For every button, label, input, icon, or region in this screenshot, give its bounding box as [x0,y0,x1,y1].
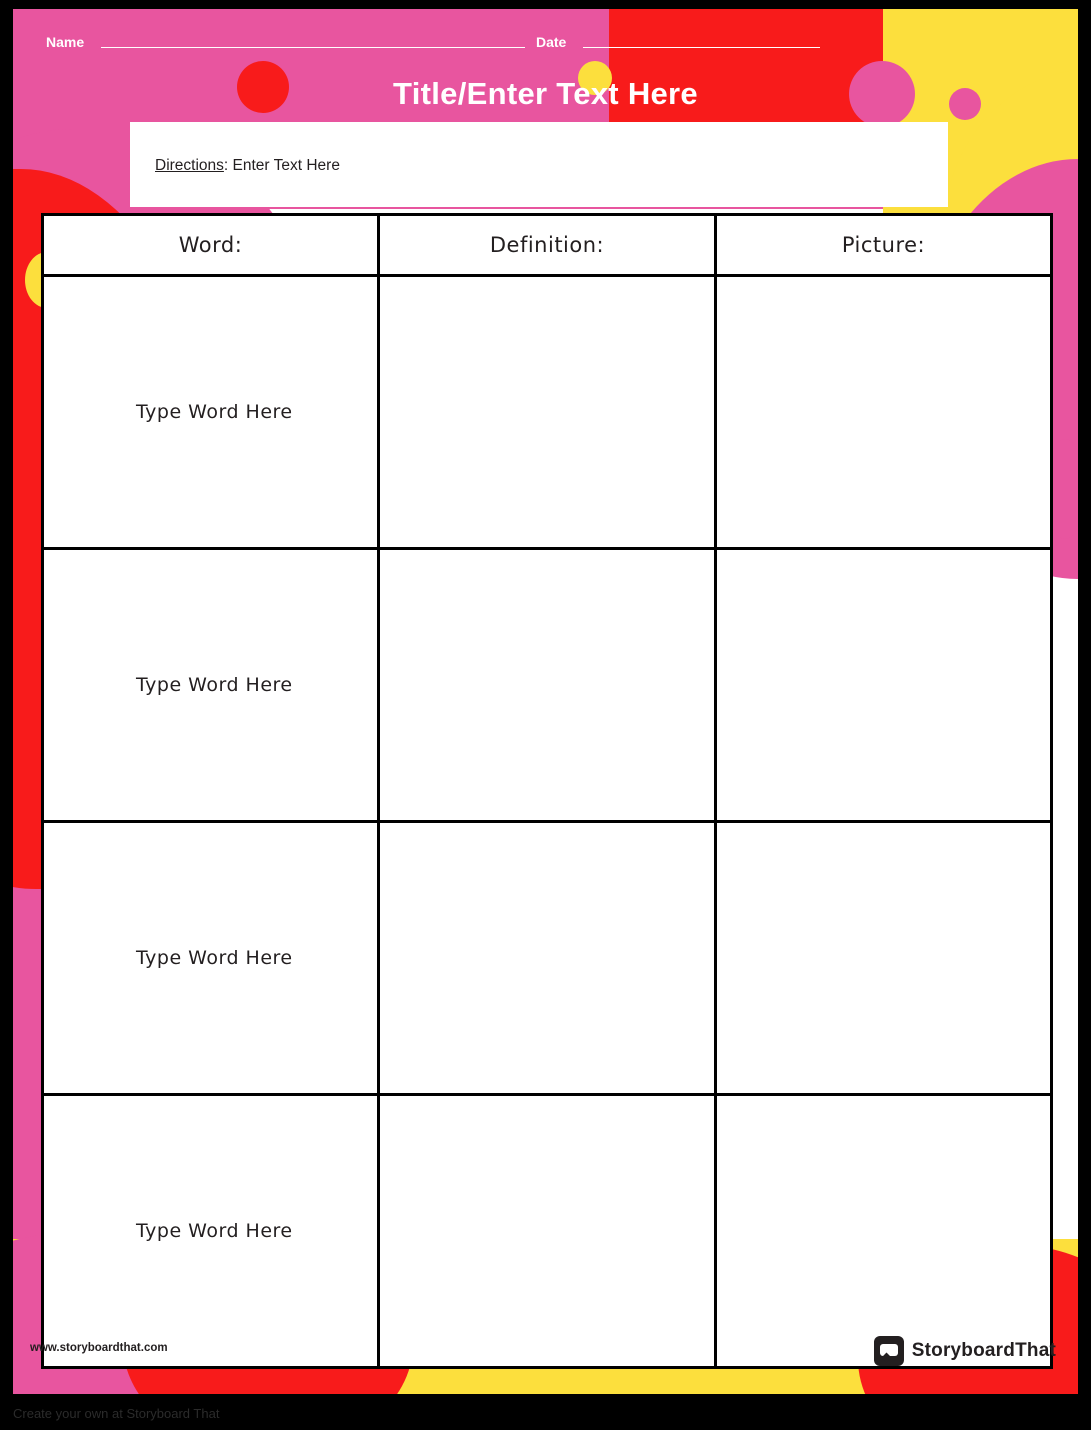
definition-cell[interactable] [379,276,716,549]
directions-separator: : [223,157,233,174]
worksheet-canvas [13,9,1078,1394]
definition-cell[interactable] [379,1095,716,1368]
directions-box[interactable] [130,122,948,207]
date-label: Date [536,34,567,50]
column-header-word: Word: [43,215,379,276]
picture-cell[interactable] [716,1095,1052,1368]
word-cell[interactable]: Type Word Here [43,822,379,1095]
word-cell[interactable]: Type Word Here [43,276,379,549]
definition-cell[interactable] [379,822,716,1095]
name-date-row [13,31,1078,55]
directions-label: Directions [155,157,224,174]
table-row [43,276,1052,549]
speech-bubble-icon [874,1336,904,1366]
table-header-row [43,215,1052,276]
word-cell[interactable]: Type Word Here [43,549,379,822]
column-header-picture: Picture: [716,215,1052,276]
brand-name: StoryboardThat [911,1340,1056,1361]
table-row [43,1095,1052,1368]
vocabulary-table [41,213,1053,1369]
word-cell[interactable]: Type Word Here [43,1095,379,1368]
name-input-line[interactable] [101,33,525,48]
site-url[interactable]: www.storyboardthat.com [30,1342,168,1354]
picture-cell[interactable] [716,276,1052,549]
column-header-definition: Definition: [379,215,716,276]
definition-cell[interactable] [379,549,716,822]
directions-text[interactable]: Enter Text Here [232,157,340,174]
name-label: Name [46,34,85,50]
picture-cell[interactable] [716,549,1052,822]
brand-logo[interactable] [874,1336,1056,1366]
page-caption: Create your own at Storyboard That [13,1406,220,1421]
table-row [43,822,1052,1095]
page-title[interactable]: Title/Enter Text Here [393,76,698,111]
table-row [43,549,1052,822]
date-input-line[interactable] [583,33,820,48]
picture-cell[interactable] [716,822,1052,1095]
